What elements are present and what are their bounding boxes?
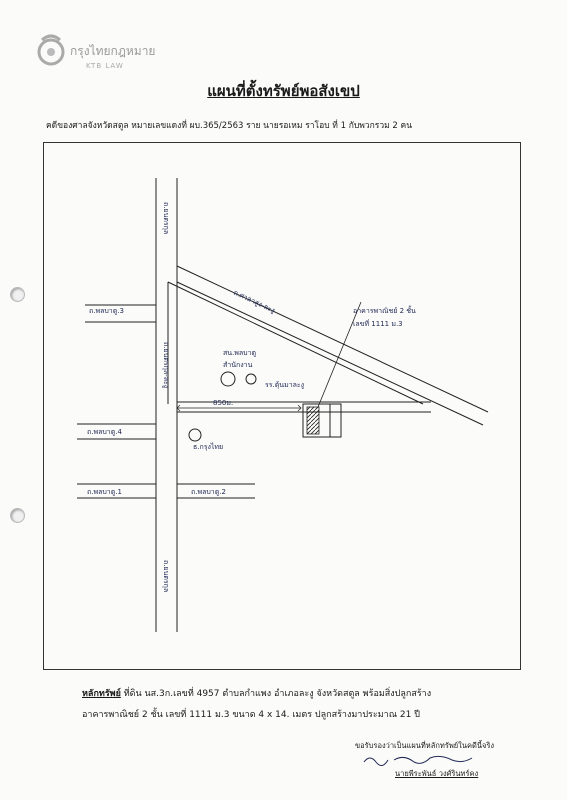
- label-building-line1: อาคารพาณิชย์ 2 ชั้น: [353, 307, 416, 315]
- label-top-road: ถ.ยนตรกุล: [162, 202, 170, 235]
- label-bank: ธ.กรุงไทย: [193, 443, 224, 451]
- punch-hole-bottom: [10, 508, 25, 523]
- certification-text: ขอรับรองว่าเป็นแผนที่หลักทรัพย์ในคดีนี้จริง: [355, 741, 495, 750]
- label-building-line2: เลขที่ 1111 ม.3: [353, 320, 403, 328]
- case-reference: คดีของศาลจังหวัดสตูล หมายเลขแดงที่ ผบ.365/2563 ราย นายรอเหม ราโอบ ที่ 1 กับพวกรวม 2 คน: [46, 121, 413, 131]
- label-distance: 850ม.: [213, 399, 234, 407]
- ktb-logo-icon: [36, 30, 66, 74]
- property-description-line1: [82, 686, 431, 700]
- property-details: ที่ดิน นส.3ก.เลขที่ 4957 ตำบลกำแพง อำเภอละงู จังหวัดสตูล พร้อมสิ่งปลูกสร้าง: [120, 689, 432, 699]
- label-road-left1: ถ.พลบาตู.3: [89, 307, 124, 315]
- brand-name-thai: กรุงไทยกฎหมาย: [70, 44, 156, 58]
- label-road-diagonal: ถ.ศาลาสูง-ละงู: [232, 288, 277, 315]
- label-road-left2: ถ.พลบาตู.4: [87, 428, 122, 436]
- label-school-line2: สำนักงาน: [223, 361, 253, 369]
- punch-hole-top: [10, 287, 25, 302]
- signature-icon: [360, 752, 510, 768]
- label-vertical-road: ถ.ยนตรกุล-ละงู: [162, 342, 170, 389]
- property-label: หลักทรัพย์: [82, 689, 121, 699]
- property-description-line2: อาคารพาณิชย์ 2 ชั้น เลขที่ 1111 ม.3 ขนาด 4 x 14. เมตร ปลูกสร้างมาประมาณ 21 ปี: [82, 710, 420, 720]
- school-icon: [221, 372, 235, 386]
- bank-icon: [189, 429, 201, 441]
- location-map: [43, 142, 521, 670]
- label-school-line1: สน.พลบาตู: [223, 349, 257, 357]
- road-lines: [77, 178, 488, 632]
- building-icon: [303, 404, 341, 437]
- page-title: แผนที่ตั้งทรัพย์พอสังเขป: [207, 82, 360, 100]
- label-road-left4: ถ.พลบาตู.2: [191, 488, 226, 496]
- brand-name-english: KTB LAW: [86, 62, 124, 70]
- label-school2: รร.ตุ้นมาละงู: [265, 381, 305, 389]
- landmark-icon: [246, 374, 256, 384]
- signer-name: นายพีระพันธ์ วงศ์รินทร์คง: [395, 769, 479, 778]
- label-road-left3: ถ.พลบาตู.1: [87, 488, 122, 496]
- label-bottom-road: ถ.ยนตรกุล: [162, 560, 170, 593]
